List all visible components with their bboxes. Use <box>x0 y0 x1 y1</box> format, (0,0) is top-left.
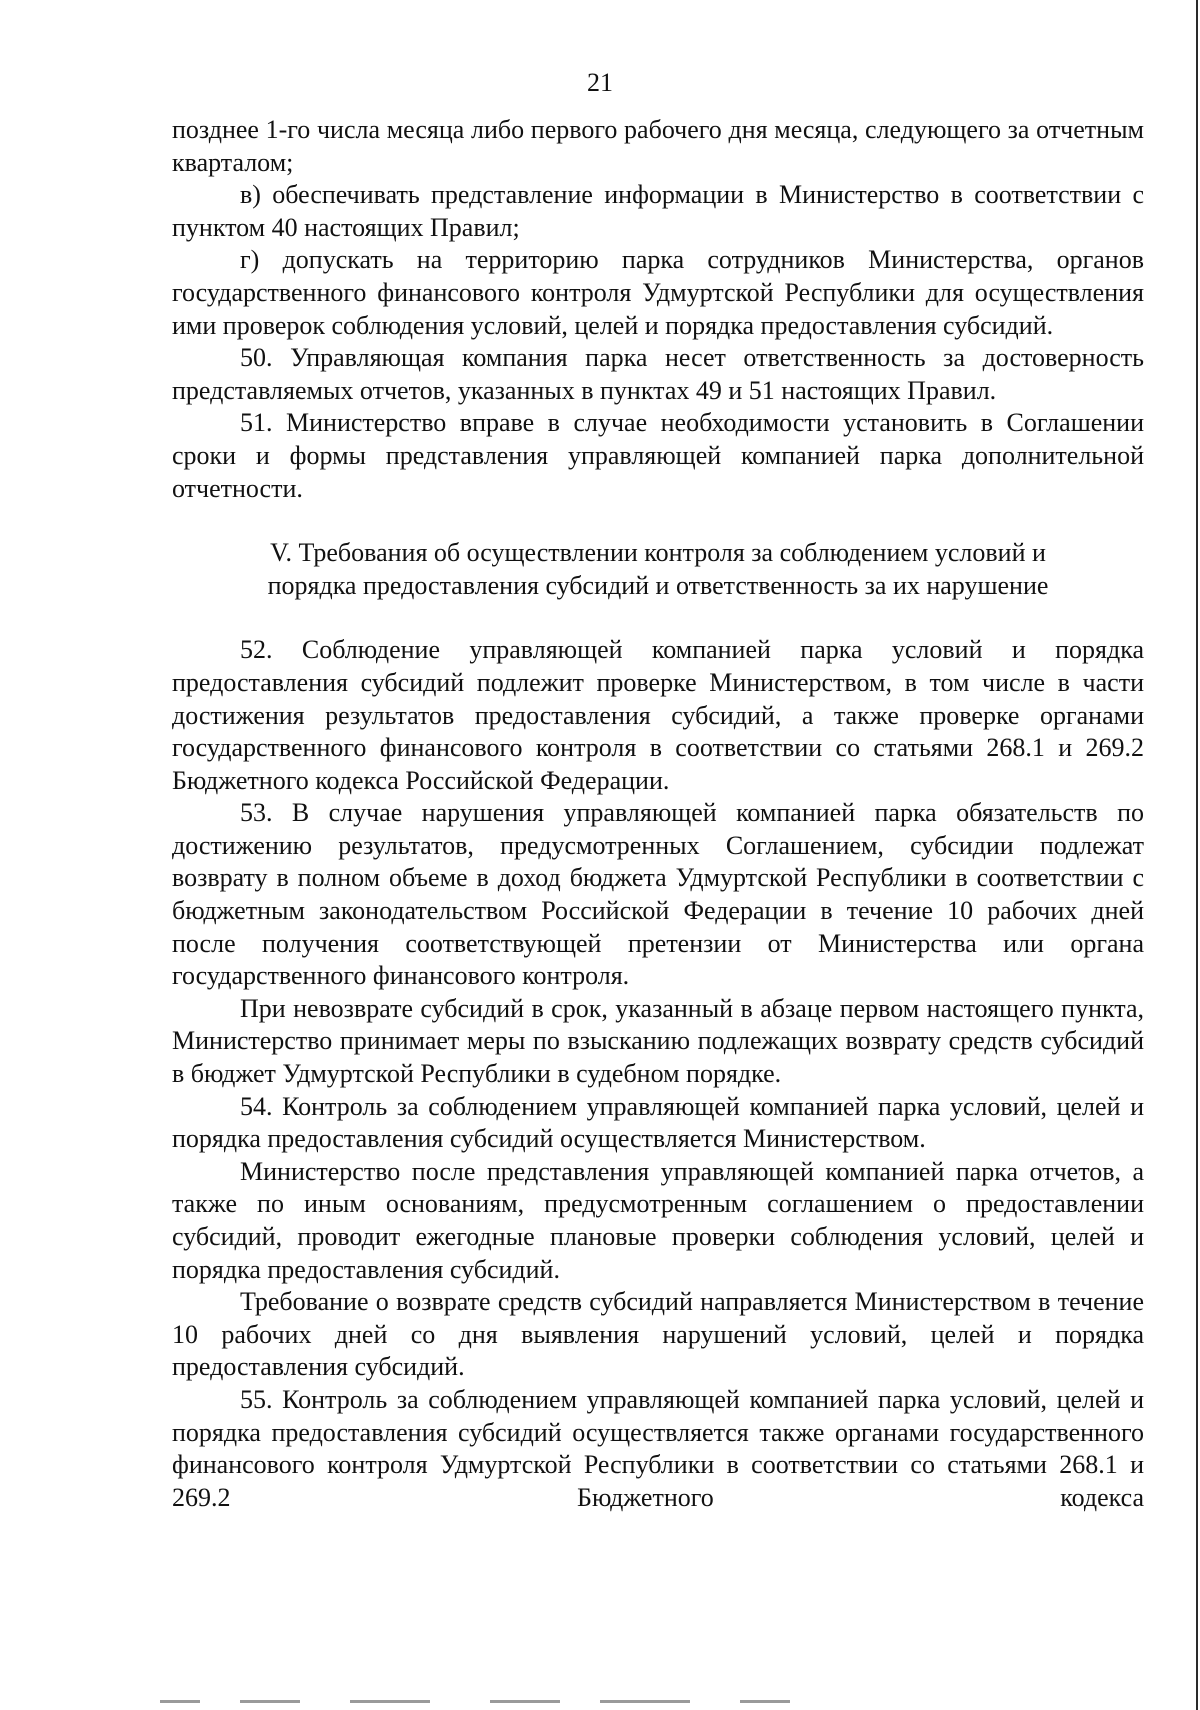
page-number: 21 <box>587 68 613 97</box>
paragraph: г) допускать на территорию парка сотрудников Министерства, органов государственного финансового контроля Удмуртской Республики для осуществления ими проверок соблюдения условий, целей и порядка предоставления субсидий. <box>172 245 1144 340</box>
scan-mark <box>490 1700 560 1703</box>
scan-mark <box>600 1700 690 1703</box>
paragraph: 51. Министерство вправе в случае необходимости установить в Соглашении сроки и формы представления управляющей компанией парка дополнительной отчетности. <box>172 408 1144 503</box>
document-body <box>172 114 1144 1514</box>
paragraph: 55. Контроль за соблюдением управляющей компанией парка условий, целей и порядка предоставления субсидий осуществляется также органами государственного финансового контроля Удмуртской Республики в соответствии со статьями 268.1 и 269.2 Бюджетного кодекса <box>172 1384 1144 1512</box>
scan-bottom-marks <box>160 1700 1060 1704</box>
paragraph: Министерство после представления управляющей компанией парка отчетов, а также по иным основаниям, предусмотренным соглашением о предоставлении субсидий, проводит ежегодные плановые проверки соблюдения условий, целей и порядка предоставления субсидий. <box>172 1156 1144 1284</box>
paragraph: 54. Контроль за соблюдением управляющей компанией парка условий, целей и порядка предоставления субсидий осуществляется Министерством. <box>172 1091 1144 1154</box>
scan-mark <box>350 1700 430 1703</box>
paragraph: Требование о возврате средств субсидий направляется Министерством в течение 10 рабочих дней со дня выявления нарушений условий, целей и порядка предоставления субсидий. <box>172 1287 1144 1382</box>
scan-mark <box>740 1700 790 1703</box>
paragraph: 52. Соблюдение управляющей компанией парка условий и порядка предоставления субсидий подлежит проверке Министерством, в том числе в части достижения результатов предоставления субсидий, а также проверке органами государственного финансового контроля в соответствии со статьями 268.1 и 269.2 Бюджетного кодекса Российской Федерации. <box>172 635 1144 795</box>
section-heading-line-1: V. Требования об осуществлении контроля за соблюдением условий и <box>270 538 1046 568</box>
paragraph: позднее 1-го числа месяца либо первого рабочего дня месяца, следующего за отчетным кварталом; <box>172 115 1144 177</box>
scan-mark <box>160 1700 200 1703</box>
spacer <box>172 602 1144 634</box>
paragraph: При невозврате субсидий в срок, указанный в абзаце первом настоящего пункта, Министерство принимает меры по взысканию подлежащих возврату средств субсидий в бюджет Удмуртской Республики в судебном порядке. <box>172 993 1144 1089</box>
paragraph: в) обеспечивать представление информации в Министерство в соответствии с пунктом 40 настоящих Правил; <box>172 180 1144 242</box>
spacer <box>172 505 1144 537</box>
section-heading-line-2: порядка предоставления субсидий и ответственность за их нарушение <box>267 570 1049 600</box>
paragraph: 50. Управляющая компания парка несет ответственность за достоверность представляемых отчетов, указанных в пунктах 49 и 51 настоящих Правил. <box>172 343 1144 405</box>
paragraphs-top <box>172 114 1144 505</box>
scan-edge-line <box>1196 0 1198 1710</box>
scan-mark <box>240 1700 300 1703</box>
paragraph: 53. В случае нарушения управляющей компанией парка обязательств по достижению результатов, предусмотренных Соглашением, субсидии подлежат возврату в полном объеме в доход бюджета Удмуртской Республики в соответствии с бюджетным законодательством Российской Федерации в течение 10 рабочих дней после получения соответствующей претензии от Министерства или органа государственного финансового контроля. <box>172 798 1144 991</box>
paragraphs-bottom <box>172 634 1144 1514</box>
